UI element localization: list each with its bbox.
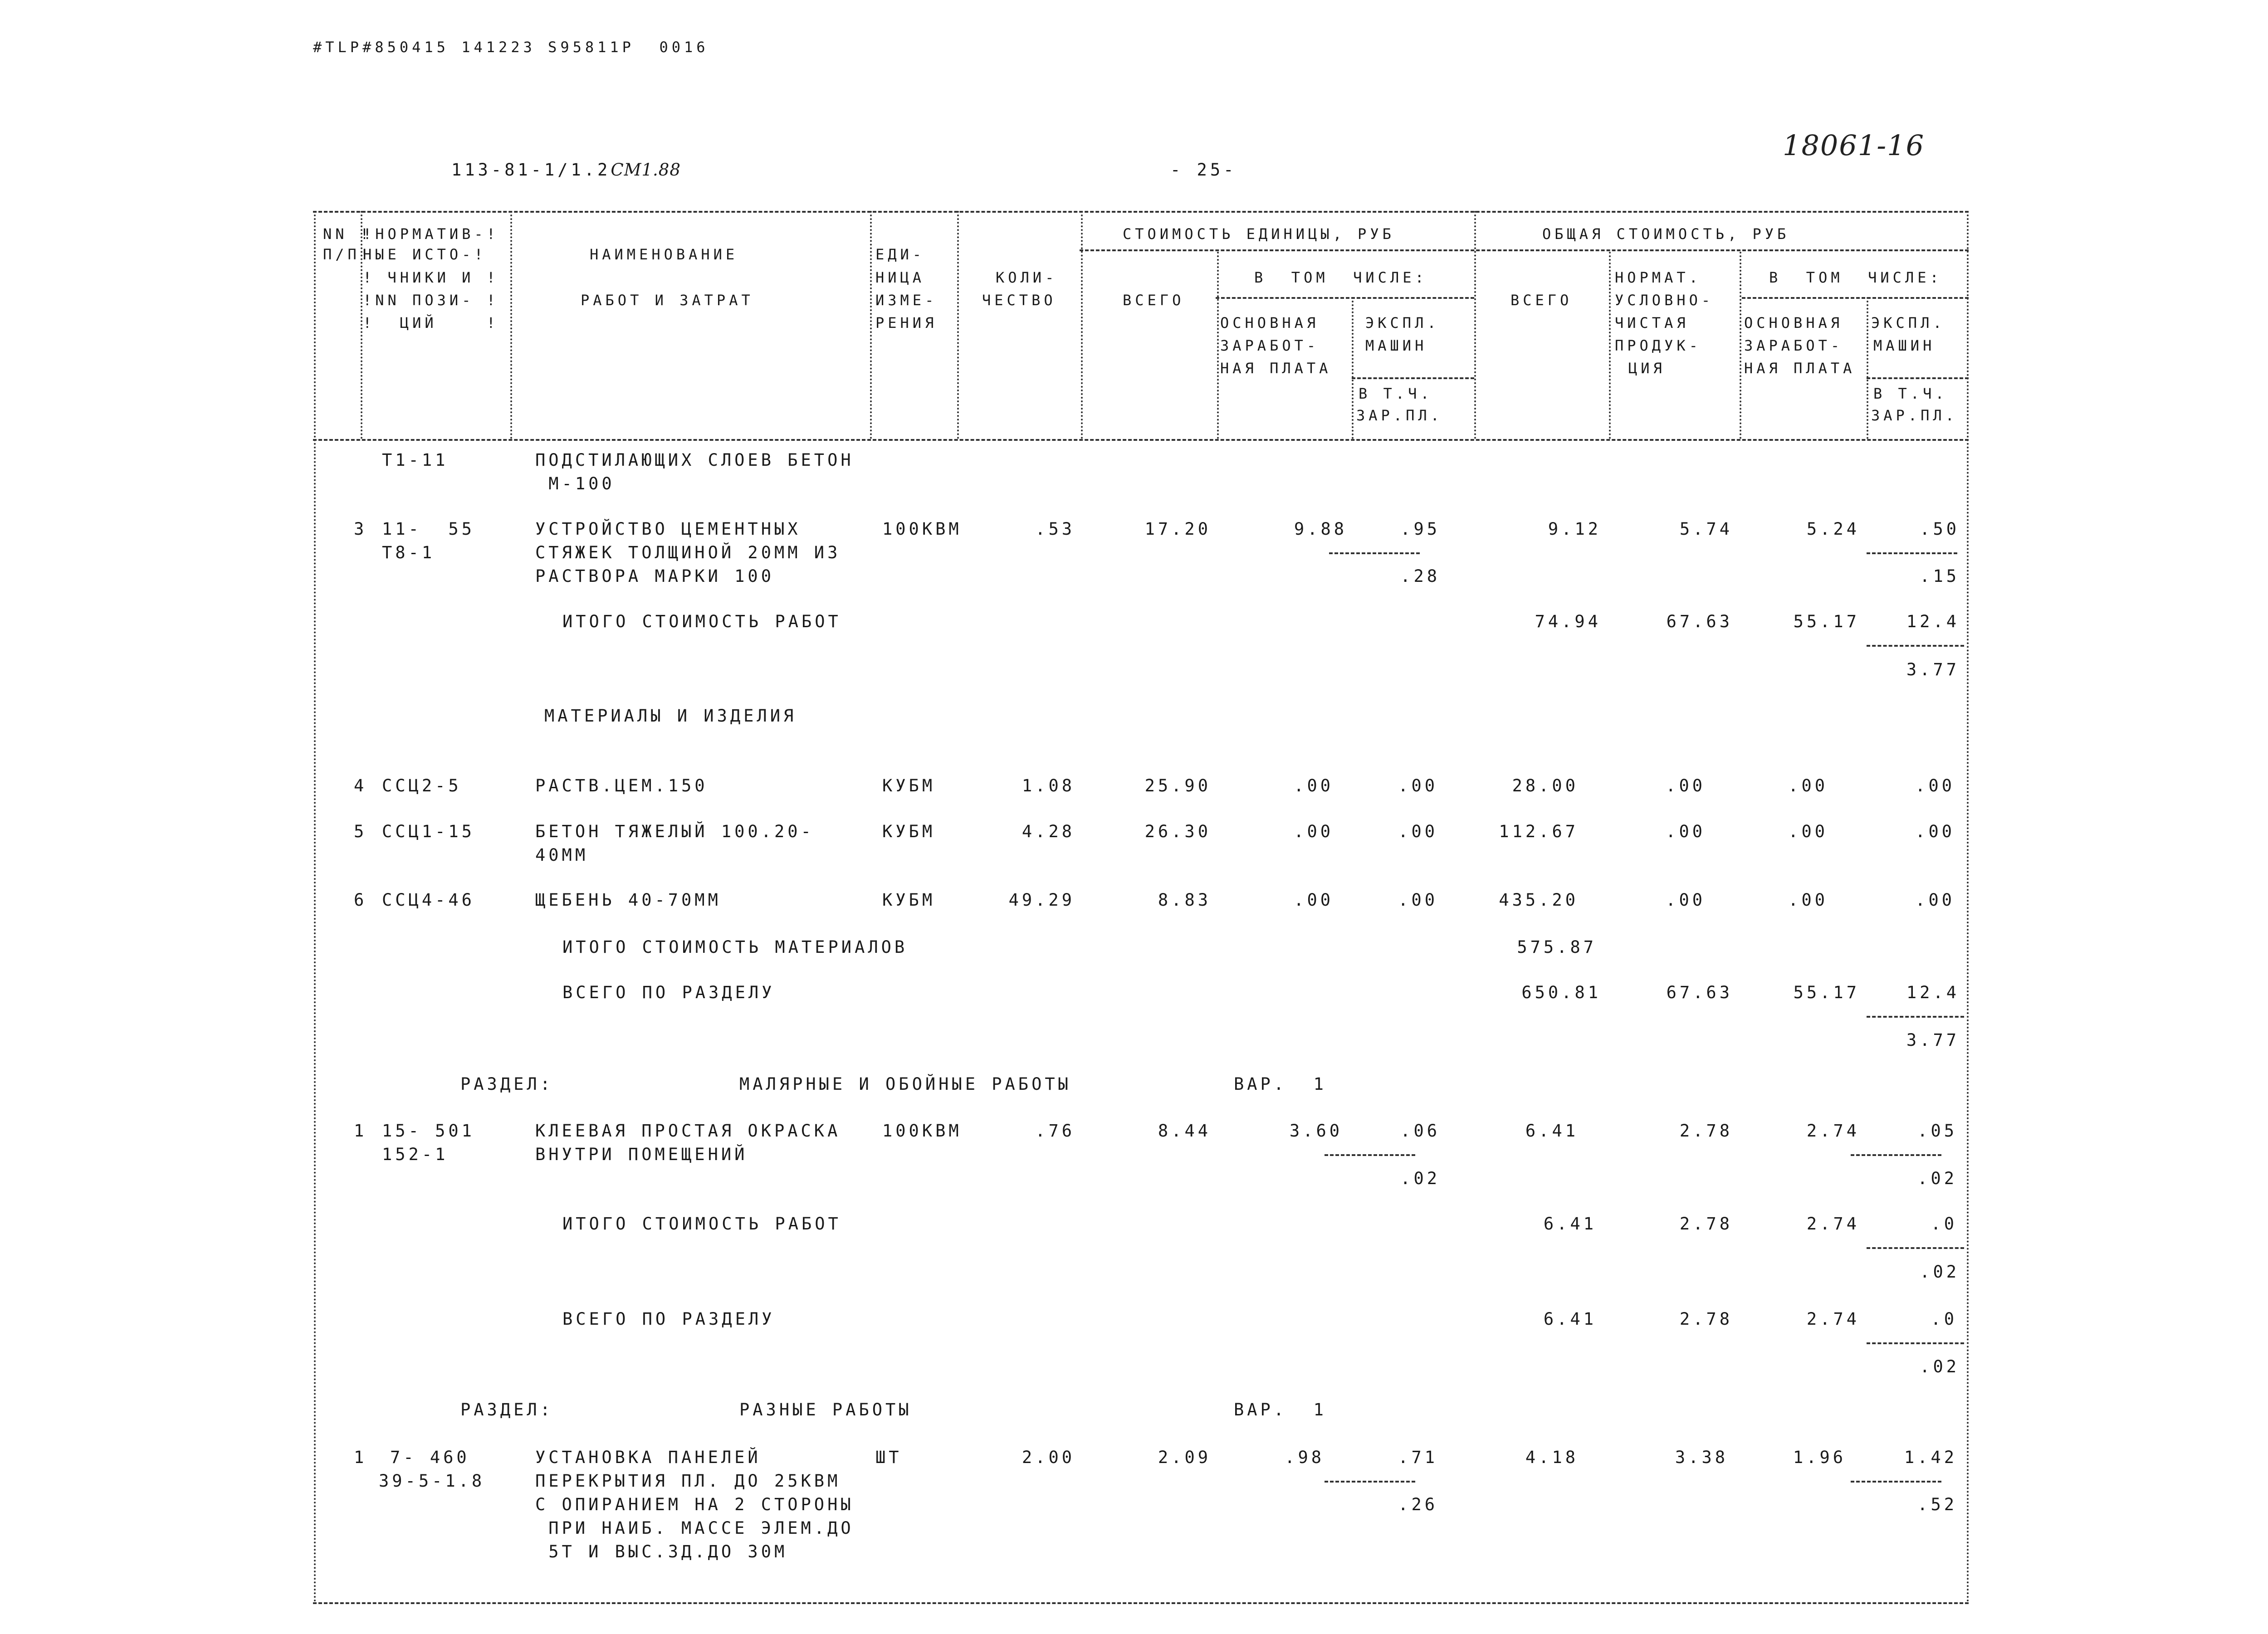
row6-total-norm: .00 (1666, 890, 1706, 910)
row8-unit-cost: 2.09 (1158, 1448, 1211, 1467)
row4-code: ССЦ2-5 (382, 776, 462, 795)
hdr-eksp-2b: МАШИН (1873, 337, 1936, 354)
document-code: #TLP#850415 141223 S95811P 0016 (313, 39, 709, 56)
ref-text: 113-81-1/1.2 (451, 160, 611, 180)
hdr-qty-2: ЧЕСТВО (982, 292, 1056, 309)
section2-eksp-zp: .02 (1920, 1357, 1960, 1376)
row7-total-eksp-zp: .02 (1917, 1169, 1957, 1188)
row8-name-5: 5Т И ВЫС.ЗД.ДО 30М (535, 1542, 788, 1561)
row7-total-eksp: .05 (1917, 1121, 1957, 1141)
section2-total: 6.41 (1543, 1309, 1597, 1329)
hdr-vsego-2: ВСЕГО (1510, 292, 1573, 309)
row7-total-eksp-rule (1851, 1154, 1941, 1156)
section1-eksp-rule (1867, 1016, 1964, 1018)
doc-reference (451, 161, 681, 178)
row8-unit: ШТ (875, 1448, 902, 1467)
row3-total-norm: 5.74 (1679, 519, 1733, 539)
row3-unit-cost: 17.20 (1144, 519, 1211, 539)
section1-eksp: 12.4 (1906, 983, 1960, 1002)
row5-total: 112.67 (1499, 822, 1579, 841)
row5-unit-eksp: .00 (1398, 822, 1438, 841)
row6-unit-cost: 8.83 (1158, 890, 1211, 910)
col-sep-7 (1352, 297, 1354, 439)
row4-total-zp: .00 (1788, 776, 1828, 795)
col-sep-3 (870, 211, 872, 439)
hdr-vtom-2: В ТОМ ЧИСЛЕ: (1769, 269, 1942, 286)
hdr-osn-1c: НАЯ ПЛАТА (1220, 360, 1332, 377)
row4-total: 28.00 (1512, 776, 1579, 795)
hdr-eksp-1a: ЭКСПЛ. (1365, 314, 1440, 332)
row3-unit-zp: 9.88 (1294, 519, 1347, 539)
row5-total-eksp: .00 (1915, 822, 1955, 841)
subtotal2-zp: 2.74 (1806, 1214, 1860, 1234)
materials-title: МАТЕРИАЛЫ И ИЗДЕЛИЯ (544, 706, 797, 726)
hdr-norm-5: ! ЦИЙ ! (363, 314, 499, 332)
row3-total-eksp-rule (1867, 552, 1957, 554)
hdr-osn-2a: ОСНОВНАЯ (1744, 314, 1843, 332)
section2-zp: 2.74 (1806, 1309, 1860, 1329)
hdr-pp: П/П! (323, 246, 373, 263)
table-left-edge (314, 211, 316, 1603)
row8-total-norm: 3.38 (1675, 1448, 1728, 1467)
col-sep-6 (1217, 252, 1219, 439)
hdr-norm-usl-1: НОРМАТ. (1615, 269, 1701, 286)
header-subrule-2 (1742, 297, 1969, 299)
hdr-osn-1b: ЗАРАБОТ- (1220, 337, 1320, 354)
row7-qty: .76 (1035, 1121, 1075, 1141)
row6-total: 435.20 (1499, 890, 1579, 910)
hdr-total-cost: ОБЩАЯ СТОИМОСТЬ, РУБ (1542, 225, 1790, 243)
handwritten-stamp: 18061-16 (1783, 129, 1925, 162)
col-sep-2 (510, 211, 512, 439)
header-subrule-4 (1867, 377, 1969, 379)
hdr-nn: NN ! (323, 225, 373, 243)
col-sep-10 (1740, 252, 1741, 439)
hdr-eksp-1b: МАШИН (1365, 337, 1427, 354)
hdr-osn-2b: ЗАРАБОТ- (1744, 337, 1843, 354)
row8-total: 4.18 (1525, 1448, 1579, 1467)
row4-unit-zp: .00 (1294, 776, 1334, 795)
subtotal2-eksp-rule (1867, 1247, 1964, 1249)
row5-qty: 4.28 (1022, 822, 1075, 841)
col-sep-8 (1474, 211, 1476, 439)
header-subrule-3 (1352, 377, 1474, 379)
row3-total-eksp: .50 (1920, 519, 1960, 539)
row3-name-2: СТЯЖЕК ТОЛЩИНОЙ 20ММ ИЗ (535, 543, 841, 562)
row6-n: 6 (354, 890, 367, 910)
row6-unit-zp: .00 (1294, 890, 1334, 910)
hdr-osn-2c: НАЯ ПЛАТА (1744, 360, 1856, 377)
row8-name-1: УСТАНОВКА ПАНЕЛЕЙ (535, 1448, 761, 1467)
row7-unit-eksp-zp: .02 (1400, 1169, 1440, 1188)
row7-name-2: ВНУТРИ ПОМЕЩЕНИЙ (535, 1145, 748, 1164)
row3-name-1: УСТРОЙСТВО ЦЕМЕНТНЫХ (535, 519, 801, 539)
row3-unit: 100КВМ (882, 519, 962, 539)
section1-eksp-zp: 3.77 (1906, 1030, 1960, 1050)
row6-unit-eksp: .00 (1398, 890, 1438, 910)
row8-code-2: 39-5-1.8 (379, 1471, 485, 1491)
hdr-eksp-2c: В Т.Ч. (1873, 385, 1948, 402)
col-sep-11 (1867, 297, 1868, 439)
hdr-eksp-1d: ЗАР.ПЛ. (1356, 407, 1443, 424)
row7-name-1: КЛЕЕВАЯ ПРОСТАЯ ОКРАСКА (535, 1121, 841, 1141)
row8-total-eksp-rule (1851, 1481, 1941, 1483)
col-sep-1 (361, 211, 362, 439)
section1-total: 650.81 (1521, 983, 1601, 1002)
row8-unit-eksp: .71 (1398, 1448, 1438, 1467)
header-cost-rule (1080, 249, 1969, 251)
section2-eksp: .0 (1931, 1309, 1957, 1329)
row4-unit-eksp: .00 (1398, 776, 1438, 795)
row4-name: РАСТВ.ЦЕМ.150 (535, 776, 708, 795)
ref-handwritten: СМ1.88 (611, 160, 681, 180)
row5-unit-cost: 26.30 (1144, 822, 1211, 841)
row3-total: 9.12 (1548, 519, 1601, 539)
row8-code-1: 7- 460 (390, 1448, 470, 1467)
section2-total-label: ВСЕГО ПО РАЗДЕЛУ (562, 1309, 775, 1329)
hdr-eksp-2a: ЭКСПЛ. (1871, 314, 1945, 332)
section1-total-label: ВСЕГО ПО РАЗДЕЛУ (562, 983, 775, 1002)
row4-total-norm: .00 (1666, 776, 1706, 795)
row3-unit-eksp: .95 (1400, 519, 1440, 539)
row-t1-name-2: М-100 (535, 474, 615, 493)
row7-unit: 100КВМ (882, 1121, 962, 1141)
row4-unit-cost: 25.90 (1144, 776, 1211, 795)
subtotal2-norm: 2.78 (1679, 1214, 1733, 1234)
row8-n: 1 (354, 1448, 367, 1467)
row7-n: 1 (354, 1121, 367, 1141)
subtotal1-norm: 67.63 (1666, 612, 1733, 631)
section2-title: МАЛЯРНЫЕ И ОБОЙНЫЕ РАБОТЫ (739, 1074, 1071, 1094)
col-sep-4 (957, 211, 959, 439)
subtotal1-label: ИТОГО СТОИМОСТЬ РАБОТ (562, 612, 841, 631)
row7-code-2: 152-1 (382, 1145, 449, 1164)
row5-total-zp: .00 (1788, 822, 1828, 841)
row3-unit-eksp-zp: .28 (1400, 566, 1440, 586)
row7-unit-zp: 3.60 (1289, 1121, 1343, 1141)
row3-n: 3 (354, 519, 367, 539)
row8-name-2: ПЕРЕКРЫТИЯ ПЛ. ДО 25КВМ (535, 1471, 841, 1491)
subtotal2-label: ИТОГО СТОИМОСТЬ РАБОТ (562, 1214, 841, 1234)
row5-total-norm: .00 (1666, 822, 1706, 841)
col-sep-5 (1081, 211, 1083, 439)
row3-name-3: РАСТВОРА МАРКИ 100 (535, 566, 774, 586)
hdr-norm-usl-4: ПРОДУК- (1615, 337, 1701, 354)
row3-total-eksp-zp: .15 (1920, 566, 1960, 586)
subtotal2-eksp-zp: .02 (1920, 1262, 1960, 1282)
subtotal-materials-label: ИТОГО СТОИМОСТЬ МАТЕРИАЛОВ (562, 937, 908, 957)
row5-name-1: БЕТОН ТЯЖЕЛЫЙ 100.20- (535, 822, 814, 841)
hdr-name-1: НАИМЕНОВАНИЕ (590, 246, 738, 263)
hdr-norm-usl-2: УСЛОВНО- (1615, 292, 1714, 309)
subtotal1-zp: 55.17 (1793, 612, 1860, 631)
table-right-edge (1967, 211, 1969, 1603)
hdr-norm-usl-5: ЦИЯ (1628, 360, 1666, 377)
row5-n: 5 (354, 822, 367, 841)
section1-zp: 55.17 (1793, 983, 1860, 1002)
subtotal1-eksp-zp: 3.77 (1906, 660, 1960, 679)
row8-total-eksp-zp: .52 (1917, 1495, 1957, 1514)
row8-unit-eksp-rule (1325, 1481, 1415, 1483)
hdr-unit-4: РЕНИЯ (875, 314, 938, 332)
row3-qty: .53 (1035, 519, 1075, 539)
hdr-eksp-2d: ЗАР.ПЛ. (1871, 407, 1958, 424)
section2-label: РАЗДЕЛ: (460, 1074, 553, 1094)
section2-norm: 2.78 (1679, 1309, 1733, 1329)
row8-name-4: ПРИ НАИБ. МАССЕ ЭЛЕМ.ДО (535, 1518, 854, 1538)
section3-variant: ВАР. 1 (1234, 1400, 1327, 1419)
subtotal1-eksp: 12.4 (1906, 612, 1960, 631)
row5-unit-zp: .00 (1294, 822, 1334, 841)
row7-unit-eksp-rule (1325, 1154, 1415, 1156)
table-top-rule (313, 211, 1969, 213)
hdr-norm-3: ! ЧНИКИ И ! (363, 269, 499, 286)
hdr-norm-4: !NN ПОЗИ- ! (363, 292, 499, 309)
hdr-norm-usl-3: ЧИСТАЯ (1615, 314, 1689, 332)
row-t1-name-1: ПОДСТИЛАЮЩИХ СЛОЕВ БЕТОН (535, 450, 854, 470)
subtotal2-total: 6.41 (1543, 1214, 1597, 1234)
subtotal1-eksp-rule (1867, 645, 1964, 647)
row3-unit-eksp-rule (1329, 552, 1420, 554)
row4-total-eksp: .00 (1915, 776, 1955, 795)
section2-variant: ВАР. 1 (1234, 1074, 1327, 1094)
row6-name: ЩЕБЕНЬ 40-70ММ (535, 890, 721, 910)
header-subrule-1 (1216, 297, 1474, 299)
hdr-unit-3: ИЗМЕ- (875, 292, 938, 309)
hdr-vtom-1: В ТОМ ЧИСЛЕ: (1254, 269, 1427, 286)
row6-total-eksp: .00 (1915, 890, 1955, 910)
row6-qty: 49.29 (1008, 890, 1075, 910)
row3-total-zp: 5.24 (1806, 519, 1860, 539)
row7-total-norm: 2.78 (1679, 1121, 1733, 1141)
row6-unit: КУБМ (882, 890, 936, 910)
row5-name-2: 40ММ (535, 845, 589, 865)
section3-title: РАЗНЫЕ РАБОТЫ (739, 1400, 912, 1419)
hdr-qty-1: КОЛИ- (996, 269, 1058, 286)
row4-n: 4 (354, 776, 367, 795)
row-t1-code: Т1-11 (382, 450, 449, 470)
row7-unit-cost: 8.44 (1158, 1121, 1211, 1141)
row7-unit-eksp: .06 (1400, 1121, 1440, 1141)
row7-code-1: 15- 501 (382, 1121, 475, 1141)
section2-eksp-rule (1867, 1342, 1964, 1344)
row7-total-zp: 2.74 (1806, 1121, 1860, 1141)
row6-code: ССЦ4-46 (382, 890, 475, 910)
row8-unit-eksp-zp: .26 (1398, 1495, 1438, 1514)
hdr-unit-1: ЕДИ- (875, 246, 925, 263)
hdr-unit-2: НИЦА (875, 269, 925, 286)
row7-total: 6.41 (1525, 1121, 1579, 1141)
col-sep-9 (1609, 252, 1611, 439)
hdr-norm-2: НЫЕ ИСТО-! (363, 246, 487, 263)
row4-unit: КУБМ (882, 776, 936, 795)
header-bottom-rule (313, 439, 1969, 441)
hdr-osn-1a: ОСНОВНАЯ (1220, 314, 1320, 332)
subtotal-materials-total: 575.87 (1517, 937, 1597, 957)
hdr-vsego-1: ВСЕГО (1123, 292, 1185, 309)
row4-qty: 1.08 (1022, 776, 1075, 795)
row8-unit-zp: .98 (1285, 1448, 1325, 1467)
row5-code: ССЦ1-15 (382, 822, 475, 841)
row8-name-3: С ОПИРАНИЕМ НА 2 СТОРОНЫ (535, 1495, 854, 1514)
page-number: - 25- (1170, 160, 1237, 180)
subtotal2-eksp: .0 (1931, 1214, 1957, 1234)
section3-label: РАЗДЕЛ: (460, 1400, 553, 1419)
hdr-norm-1: !НОРМАТИВ-! (363, 225, 499, 243)
row6-total-zp: .00 (1788, 890, 1828, 910)
row8-total-eksp: 1.42 (1904, 1448, 1957, 1467)
section1-norm: 67.63 (1666, 983, 1733, 1002)
row8-total-zp: 1.96 (1793, 1448, 1846, 1467)
subtotal1-total: 74.94 (1535, 612, 1601, 631)
row3-code-2: Т8-1 (382, 543, 435, 562)
row3-code-1: 11- 55 (382, 519, 475, 539)
row8-qty: 2.00 (1022, 1448, 1075, 1467)
hdr-eksp-1c: В Т.Ч. (1359, 385, 1433, 402)
row5-unit: КУБМ (882, 822, 936, 841)
hdr-unit-cost: СТОИМОСТЬ ЕДИНИЦЫ, РУБ (1123, 225, 1395, 243)
table-bottom-rule (313, 1602, 1969, 1604)
hdr-name-2: РАБОТ И ЗАТРАТ (581, 292, 754, 309)
